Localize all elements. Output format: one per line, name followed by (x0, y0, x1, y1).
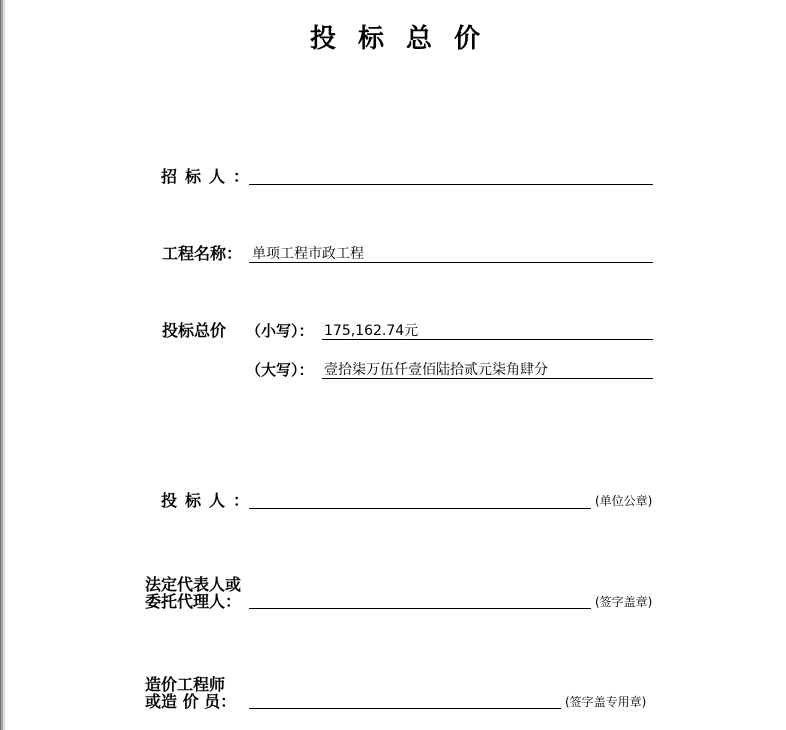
project-name-label: 工程名称： (162, 244, 243, 263)
page-left-border (0, 0, 5, 730)
project-name-field[interactable] (249, 262, 653, 263)
bid-total-lower-value: 175,162.74元 (324, 323, 419, 339)
tenderee-field[interactable] (249, 184, 653, 185)
bidder-field[interactable] (249, 508, 591, 509)
cost-engineer-field[interactable] (249, 708, 561, 709)
bid-total-upper-value: 壹拾柒万伍仟壹佰陆拾贰元柒角肆分 (324, 362, 548, 378)
bid-total-upper-label: （大写）： (246, 361, 314, 379)
cost-engineer-label-line2: 或造 价 员： (145, 692, 237, 711)
legal-rep-field[interactable] (249, 608, 591, 609)
project-name-value: 单项工程市政工程 (252, 246, 364, 262)
bidder-label: 投标人： (161, 491, 258, 510)
bid-total-label: 投标总价 (162, 321, 227, 340)
legal-rep-label-line2: 委托代理人： (145, 592, 242, 611)
bid-total-lower-label: （小写）： (246, 322, 314, 340)
bid-total-upper-field[interactable] (322, 378, 653, 379)
cost-engineer-label-line1: 造价工程师 (145, 675, 226, 694)
bidder-seal-note: (单位公章) (595, 494, 653, 508)
document-title: 投标总价 (309, 24, 502, 54)
bid-total-lower-field[interactable] (322, 339, 653, 340)
cost-engineer-seal-note: (签字盖专用章) (565, 695, 647, 709)
tenderee-label: 招标人： (161, 167, 258, 186)
legal-rep-seal-note: (签字盖章) (595, 595, 653, 609)
legal-rep-label-line1: 法定代表人或 (145, 575, 242, 594)
